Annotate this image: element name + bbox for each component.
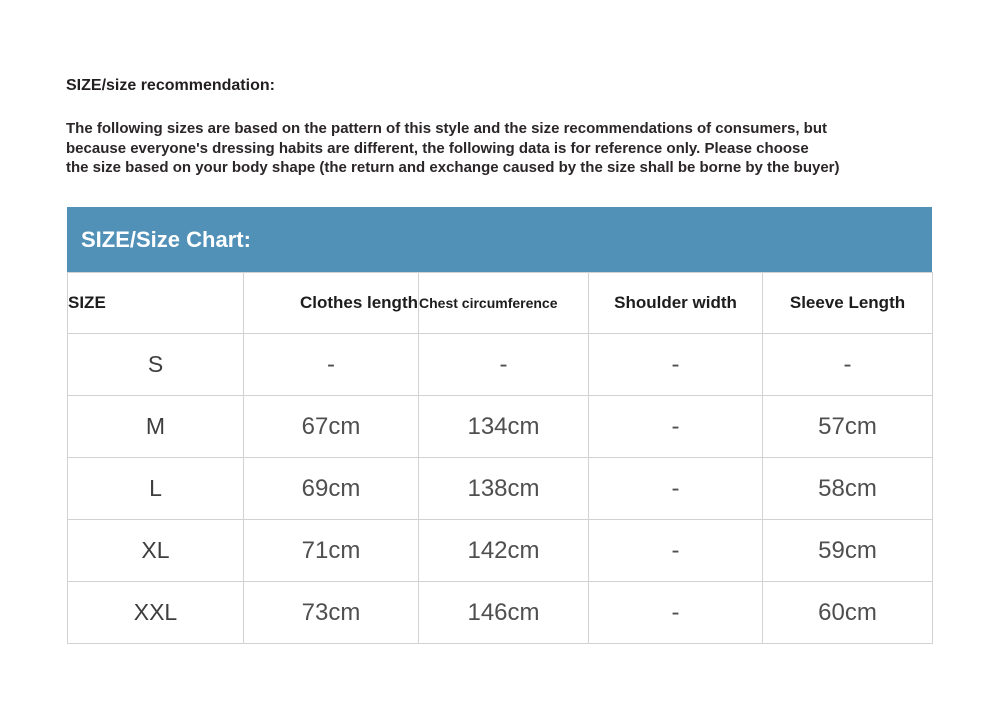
column-header-sleeve-length: Sleeve Length [763,273,933,334]
column-header-size: SIZE [68,273,244,334]
cell-shoulder: - [589,582,763,644]
size-chart-header-bar [67,207,932,272]
cell-sleeve: 57cm [763,396,933,458]
cell-size-label: S [68,334,244,396]
cell-shoulder: - [589,334,763,396]
table-row-s [68,334,933,396]
cell-shoulder: - [589,458,763,520]
cell-clothes-length: 71cm [244,520,419,582]
cell-clothes-length: 67cm [244,396,419,458]
cell-shoulder: - [589,520,763,582]
column-header-chest-circumference: Chest circumference [419,273,589,334]
cell-sleeve: 60cm [763,582,933,644]
table-row-m [68,396,933,458]
table-row-xxl [68,582,933,644]
table-header-row [68,273,933,334]
cell-chest: - [419,334,589,396]
cell-size-label: M [68,396,244,458]
cell-sleeve: 58cm [763,458,933,520]
size-disclaimer-line-1: The following sizes are based on the pattern of this style and the size recommendations of consumers, but [66,120,827,137]
size-recommendation-heading: SIZE/size recommendation: [66,77,275,94]
cell-size-label: XXL [68,582,244,644]
column-header-shoulder-width: Shoulder width [589,273,763,334]
table-row-xl [68,520,933,582]
cell-clothes-length: - [244,334,419,396]
column-header-clothes-length: Clothes length [244,273,419,334]
size-disclaimer-line-3: the size based on your body shape (the return and exchange caused by the size shall be borne by the buyer) [66,159,840,176]
size-chart-title: SIZE/Size Chart: [81,226,251,252]
cell-chest: 142cm [419,520,589,582]
size-disclaimer-paragraph [66,119,840,178]
cell-chest: 138cm [419,458,589,520]
cell-size-label: L [68,458,244,520]
cell-chest: 146cm [419,582,589,644]
cell-size-label: XL [68,520,244,582]
cell-chest: 134cm [419,396,589,458]
table-row-l [68,458,933,520]
cell-sleeve: 59cm [763,520,933,582]
size-disclaimer-line-2: because everyone's dressing habits are different, the following data is for reference only. Please choose [66,139,809,157]
cell-shoulder: - [589,396,763,458]
cell-clothes-length: 73cm [244,582,419,644]
size-chart-table [67,272,933,644]
cell-sleeve: - [763,334,933,396]
cell-clothes-length: 69cm [244,458,419,520]
